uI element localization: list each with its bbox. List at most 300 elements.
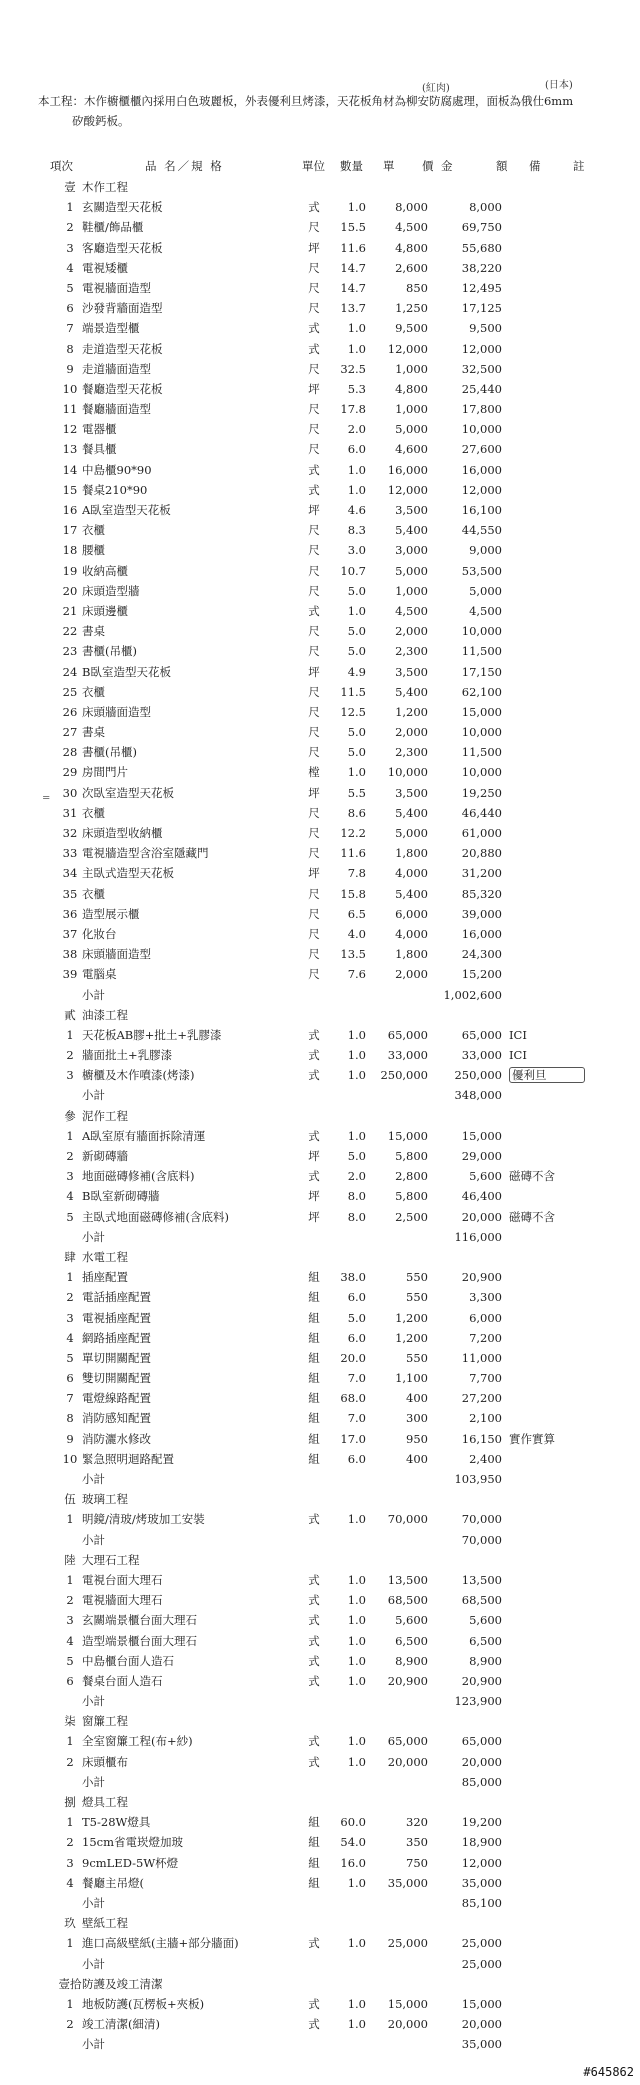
cell-name: 電視台面大理石 [82, 1572, 163, 1587]
cell-price: 2,000 [395, 725, 428, 740]
cell-name: 全室窗簾工程(布+紗) [82, 1734, 193, 1749]
cell-amount: 13,500 [461, 1572, 502, 1587]
cell-unit: 組 [308, 1350, 320, 1365]
table-row [0, 742, 640, 762]
cell-name: 床頭牆面造型 [82, 947, 151, 962]
cell-name: 衣櫃 [82, 684, 105, 699]
cell-qty: 1.0 [347, 603, 366, 618]
cell-qty: 11.6 [340, 846, 366, 861]
cell-price: 4,800 [395, 381, 428, 396]
table-row [0, 2014, 640, 2034]
cell-amount: 53,500 [461, 563, 502, 578]
cell-name: 收納高櫃 [82, 563, 128, 578]
cell-unit: 組 [308, 1451, 320, 1466]
cell-unit: 尺 [308, 361, 320, 376]
cell-unit: 式 [308, 1734, 320, 1749]
cell-name: 進口高級壁紙(主牆+部分牆面) [82, 1936, 239, 1951]
cell-no: 23 [62, 644, 78, 659]
cell-qty: 1.0 [347, 1048, 366, 1063]
cell-price: 6,000 [395, 906, 428, 921]
cell-name: 中島櫃台面人造石 [82, 1653, 174, 1668]
cell-name: 油漆工程 [82, 1007, 128, 1022]
cell-unit: 尺 [308, 926, 320, 941]
header-no: 項次 [50, 159, 73, 173]
cell-qty: 4.9 [347, 664, 366, 679]
table-row [0, 641, 640, 661]
cell-name: 消防感知配置 [82, 1411, 151, 1426]
cell-no: 20 [62, 583, 78, 598]
table-row [0, 1873, 640, 1893]
cell-name: 木作工程 [82, 180, 128, 194]
cell-qty: 8.0 [347, 1189, 366, 1204]
cell-no: 39 [62, 967, 78, 982]
cell-name: 小計 [82, 1895, 105, 1910]
cell-amount: 20,000 [461, 1209, 502, 1224]
cell-price: 400 [406, 1451, 428, 1466]
cell-price: 1,200 [395, 1330, 428, 1345]
cell-no: 玖 [64, 1916, 76, 1931]
section-header-row [0, 177, 640, 197]
cell-no: 2 [66, 1290, 74, 1305]
cell-name: 15cm省電崁燈加玻 [82, 1835, 183, 1850]
cell-amount: 16,150 [461, 1431, 502, 1446]
cell-unit: 坪 [308, 1149, 320, 1163]
cell-price: 20,900 [387, 1673, 428, 1688]
cell-qty: 1.0 [347, 1068, 366, 1083]
cell-name: 腰櫃 [82, 543, 105, 558]
section-header-row [0, 1792, 640, 1812]
cell-no: 8 [66, 1411, 74, 1426]
cell-no: 2 [66, 1149, 74, 1163]
cell-price: 950 [406, 1431, 428, 1446]
cell-unit: 尺 [308, 220, 320, 235]
subtotal-row [0, 985, 640, 1005]
cell-price: 1,100 [395, 1371, 428, 1386]
table-row [0, 682, 640, 702]
cell-amount: 62,100 [461, 684, 502, 699]
cell-name: 餐廳牆面造型 [82, 402, 151, 417]
cell-price: 2,000 [395, 967, 428, 982]
cell-unit: 式 [308, 1068, 320, 1083]
cell-qty: 15.8 [340, 886, 366, 901]
project-intro [38, 91, 628, 131]
cell-unit: 組 [308, 1855, 320, 1870]
image-id-badge: #645862 [583, 2065, 634, 2079]
cell-amount: 11,500 [461, 745, 502, 760]
cell-unit: 式 [308, 1128, 320, 1143]
cell-unit: 式 [308, 2017, 320, 2032]
cell-amount: 70,000 [461, 1532, 502, 1547]
cell-amount: 68,500 [461, 1593, 502, 1608]
cell-price: 3,000 [395, 543, 428, 558]
cell-unit: 尺 [308, 826, 320, 840]
annotation-japan: (日本) [545, 80, 573, 91]
cell-name: 電器櫃 [82, 422, 117, 437]
cell-qty: 1.0 [347, 1128, 366, 1143]
cell-no: 1 [66, 1512, 74, 1527]
cell-no: 5 [66, 280, 74, 295]
cell-amount: 12,000 [461, 341, 502, 356]
cell-remark: 優利旦 [509, 1067, 585, 1083]
cell-name: A臥室造型天花板 [82, 503, 171, 517]
cell-no: 1 [66, 1027, 74, 1042]
table-row [0, 339, 640, 359]
table-row [0, 1731, 640, 1751]
cell-price: 15,000 [387, 1128, 428, 1143]
cell-qty: 7.8 [347, 866, 366, 881]
table-row [0, 1328, 640, 1348]
table-row [0, 1933, 640, 1953]
cell-name: 水電工程 [82, 1249, 128, 1264]
cell-amount: 35,000 [461, 2037, 502, 2052]
cell-qty: 54.0 [340, 1835, 366, 1850]
cell-name: 衣櫃 [82, 805, 105, 820]
table-row [0, 884, 640, 904]
cell-amount: 35,000 [461, 1875, 502, 1890]
cell-qty: 17.0 [340, 1431, 366, 1446]
cell-amount: 10,000 [461, 725, 502, 740]
cell-unit: 式 [308, 1633, 320, 1648]
cell-unit: 尺 [308, 947, 320, 962]
cell-no: 7 [66, 1391, 74, 1406]
cell-no: 3 [66, 1310, 74, 1325]
cell-qty: 15.5 [340, 220, 366, 235]
table-row [0, 1166, 640, 1186]
cell-name: 餐桌210*90 [82, 482, 148, 497]
cell-unit: 式 [308, 1593, 320, 1608]
cell-price: 20,000 [387, 2017, 428, 2032]
section-header-row [0, 1711, 640, 1731]
cell-price: 5,600 [395, 1613, 428, 1628]
cell-no: 25 [62, 684, 78, 699]
cell-qty: 11.5 [340, 684, 366, 699]
cell-price: 2,800 [395, 1169, 428, 1184]
table-row [0, 823, 640, 843]
cell-unit: 尺 [308, 644, 320, 659]
cell-price: 1,200 [395, 1310, 428, 1325]
table-row [0, 1126, 640, 1146]
table-row [0, 1651, 640, 1671]
cell-unit: 式 [308, 1653, 320, 1668]
table-row [0, 1671, 640, 1691]
cell-name: 電視矮櫃 [82, 260, 128, 275]
cell-price: 550 [406, 1350, 428, 1365]
subtotal-row [0, 1227, 640, 1247]
header-price-2: 價 [422, 159, 434, 173]
cell-unit: 尺 [308, 523, 320, 538]
cell-no: 柒 [64, 1714, 76, 1729]
cell-amount: 61,000 [461, 826, 502, 840]
cell-no: 1 [66, 1996, 74, 2011]
cell-price: 1,800 [395, 947, 428, 962]
cell-no: 1 [66, 200, 74, 215]
table-row [0, 217, 640, 237]
cell-qty: 1.0 [347, 1754, 366, 1769]
cell-amount: 65,000 [461, 1027, 502, 1042]
cell-no: 7 [66, 321, 74, 336]
cell-price: 5,000 [395, 826, 428, 840]
cell-price: 300 [406, 1411, 428, 1426]
cell-qty: 1.0 [347, 1572, 366, 1587]
cell-price: 5,400 [395, 523, 428, 538]
cell-no: 4 [66, 260, 74, 275]
cell-name: 書桌 [82, 624, 105, 639]
cell-name: 窗簾工程 [82, 1714, 128, 1729]
cell-amount: 27,200 [461, 1391, 502, 1406]
cell-qty: 12.5 [340, 704, 366, 719]
cell-amount: 18,900 [461, 1835, 502, 1850]
cell-unit: 坪 [308, 664, 320, 679]
cell-amount: 11,000 [461, 1350, 502, 1365]
cell-name: 餐廳造型天花板 [82, 381, 163, 396]
cell-name: 壁紙工程 [82, 1916, 128, 1931]
cell-amount: 5,600 [469, 1169, 502, 1184]
cell-price: 5,800 [395, 1149, 428, 1163]
cell-unit: 樘 [308, 765, 320, 780]
cell-remark: 實作實算 [509, 1431, 555, 1446]
cell-unit: 坪 [308, 785, 320, 800]
cell-no: 1 [66, 1936, 74, 1951]
table-row [0, 1025, 640, 1045]
table-row [0, 843, 640, 863]
cell-amount: 55,680 [461, 240, 502, 255]
cell-unit: 式 [308, 462, 320, 477]
cell-qty: 1.0 [347, 462, 366, 477]
cell-no: 1 [66, 1572, 74, 1587]
cell-remark: ICI [509, 1027, 527, 1042]
cell-name: 走道牆面造型 [82, 361, 151, 376]
cell-price: 4,800 [395, 240, 428, 255]
cell-no: 4 [66, 1633, 74, 1648]
cell-name: 餐具櫃 [82, 442, 117, 457]
cell-unit: 尺 [308, 563, 320, 578]
table-row [0, 1348, 640, 1368]
cell-unit: 式 [308, 341, 320, 356]
table-row [0, 924, 640, 944]
cell-price: 3,500 [395, 503, 428, 517]
cell-qty: 1.0 [347, 1512, 366, 1527]
cell-amount: 29,000 [461, 1149, 502, 1163]
table-row [0, 520, 640, 540]
cell-name: 小計 [82, 1956, 105, 1971]
cell-qty: 14.7 [340, 260, 366, 275]
cell-price: 1,200 [395, 704, 428, 719]
cell-unit: 尺 [308, 725, 320, 740]
cell-qty: 8.6 [347, 805, 366, 820]
table-row [0, 1610, 640, 1630]
cell-no: 9 [66, 1431, 74, 1446]
cell-qty: 1.0 [347, 1734, 366, 1749]
cell-amount: 10,000 [461, 422, 502, 437]
cell-no: 17 [62, 523, 78, 538]
cell-name: 電視插座配置 [82, 1310, 151, 1325]
header-qty: 數量 [340, 159, 363, 173]
cell-name: 小計 [82, 2037, 105, 2052]
cell-price: 2,600 [395, 260, 428, 275]
cell-no: 伍 [64, 1492, 76, 1507]
cell-amount: 7,200 [469, 1330, 502, 1345]
cell-amount: 17,800 [461, 402, 502, 417]
table-row [0, 1812, 640, 1832]
cell-name: 小計 [82, 1532, 105, 1547]
cell-amount: 20,900 [461, 1673, 502, 1688]
table-row [0, 480, 640, 500]
cell-qty: 1.0 [347, 341, 366, 356]
cell-price: 5,000 [395, 563, 428, 578]
cell-unit: 式 [308, 603, 320, 618]
cell-qty: 1.0 [347, 1027, 366, 1042]
cell-no: 22 [62, 624, 78, 639]
cell-amount: 2,400 [469, 1451, 502, 1466]
cell-name: 中島櫃90*90 [82, 462, 152, 477]
table-row [0, 944, 640, 964]
cell-qty: 60.0 [340, 1815, 366, 1830]
cell-price: 65,000 [387, 1734, 428, 1749]
cell-name: 新砌磚牆 [82, 1149, 128, 1163]
table-row [0, 1368, 640, 1388]
table-row [0, 1570, 640, 1590]
cell-unit: 組 [308, 1431, 320, 1446]
cell-unit: 組 [308, 1310, 320, 1325]
cell-qty: 7.0 [347, 1411, 366, 1426]
cell-amount: 85,000 [461, 1774, 502, 1789]
cell-name: 化妝台 [82, 926, 117, 941]
cell-unit: 組 [308, 1815, 320, 1830]
cell-price: 2,300 [395, 644, 428, 659]
cell-no: 貳 [64, 1007, 76, 1022]
table-header [0, 158, 640, 174]
cell-amount: 9,500 [469, 321, 502, 336]
cell-name: 大理石工程 [82, 1552, 140, 1567]
cell-name: 明鏡/清玻/烤玻加工安裝 [82, 1512, 205, 1527]
cell-qty: 5.0 [347, 1310, 366, 1325]
cell-unit: 尺 [308, 301, 320, 316]
cell-qty: 5.0 [347, 644, 366, 659]
table-row [0, 197, 640, 217]
cell-amount: 5,000 [469, 583, 502, 598]
cell-amount: 123,900 [454, 1694, 502, 1709]
table-row [0, 1429, 640, 1449]
table-row [0, 379, 640, 399]
cell-no: 1 [66, 1128, 74, 1143]
cell-amount: 15,000 [461, 1128, 502, 1143]
cell-no: 34 [62, 866, 78, 881]
cell-unit: 坪 [308, 240, 320, 255]
cell-qty: 13.5 [340, 947, 366, 962]
cell-no: 15 [62, 482, 78, 497]
cell-price: 8,000 [395, 200, 428, 215]
cell-name: 走道造型天花板 [82, 341, 163, 356]
section-header-row [0, 1974, 640, 1994]
cell-price: 750 [406, 1855, 428, 1870]
subtotal-row [0, 1954, 640, 1974]
cell-no: 29 [62, 765, 78, 780]
cell-no: 捌 [64, 1795, 76, 1809]
cell-unit: 式 [308, 1169, 320, 1184]
cell-name: 床頭造型牆 [82, 583, 140, 598]
cell-qty: 1.0 [347, 1996, 366, 2011]
cell-amount: 19,250 [461, 785, 502, 800]
cell-amount: 70,000 [461, 1512, 502, 1527]
cell-amount: 24,300 [461, 947, 502, 962]
header-price-3: 金 [441, 159, 453, 173]
cell-no: 5 [66, 1350, 74, 1365]
table-row [0, 278, 640, 298]
cell-amount: 46,400 [461, 1189, 502, 1204]
cell-qty: 2.0 [347, 422, 366, 437]
cell-name: 電燈線路配置 [82, 1391, 151, 1406]
cell-no: 6 [66, 1371, 74, 1386]
section-header-row [0, 1913, 640, 1933]
cell-qty: 1.0 [347, 200, 366, 215]
cell-no: 2 [66, 1835, 74, 1850]
cell-qty: 6.0 [347, 1451, 366, 1466]
cell-amount: 19,200 [461, 1815, 502, 1830]
cell-name: 房間門片 [82, 765, 128, 780]
table-row [0, 419, 640, 439]
table-row [0, 702, 640, 722]
cell-no: 19 [62, 563, 78, 578]
cell-unit: 組 [308, 1875, 320, 1890]
cell-price: 3,500 [395, 785, 428, 800]
cell-name: 牆面批土+乳膠漆 [82, 1048, 173, 1063]
subtotal-row [0, 2034, 640, 2054]
cell-price: 4,600 [395, 442, 428, 457]
cell-qty: 12.2 [340, 826, 366, 840]
cell-name: 客廳造型天花板 [82, 240, 163, 255]
cell-amount: 8,900 [469, 1653, 502, 1668]
cell-name: 防護及竣工清潔 [82, 1976, 163, 1991]
cell-unit: 式 [308, 1754, 320, 1769]
cell-no: 9 [66, 361, 74, 376]
cell-no: 2 [66, 220, 74, 235]
cell-qty: 5.0 [347, 624, 366, 639]
section-header-row [0, 1106, 640, 1126]
cell-unit: 式 [308, 1673, 320, 1688]
cell-price: 5,400 [395, 805, 428, 820]
cell-name: 床頭造型收納櫃 [82, 826, 163, 840]
cell-unit: 組 [308, 1391, 320, 1406]
cell-amount: 25,440 [461, 381, 502, 396]
section-header-row [0, 1005, 640, 1025]
intro-line-1: 本工程：木作櫥櫃櫃內採用白色玻麗板，外表優利旦烤漆，天花板角材為柳安防腐處理，面板為俄仕6mm [38, 94, 574, 108]
section-header-row [0, 1550, 640, 1570]
cell-amount: 27,600 [461, 442, 502, 457]
cell-qty: 2.0 [347, 1169, 366, 1184]
table-row [0, 964, 640, 984]
cell-amount: 46,440 [461, 805, 502, 820]
cell-unit: 尺 [308, 745, 320, 760]
cell-name: 造型展示櫃 [82, 906, 140, 921]
table-row [0, 1752, 640, 1772]
cell-qty: 1.0 [347, 1593, 366, 1608]
cell-name: A臥室原有牆面拆除清運 [82, 1128, 206, 1143]
cell-qty: 1.0 [347, 1633, 366, 1648]
table-row [0, 561, 640, 581]
cell-amount: 25,000 [461, 1936, 502, 1951]
cell-qty: 7.6 [347, 967, 366, 982]
cell-name: 小計 [82, 1229, 105, 1244]
cell-name: 插座配置 [82, 1270, 128, 1285]
cell-no: 參 [64, 1108, 76, 1123]
subtotal-row [0, 1772, 640, 1792]
cell-no: 8 [66, 341, 74, 356]
cell-amount: 10,000 [461, 765, 502, 780]
cell-qty: 5.0 [347, 583, 366, 598]
cell-name: 餐廳主吊燈( [82, 1875, 144, 1890]
cell-name: 書櫃(吊櫃) [82, 745, 137, 760]
cell-price: 20,000 [387, 1754, 428, 1769]
